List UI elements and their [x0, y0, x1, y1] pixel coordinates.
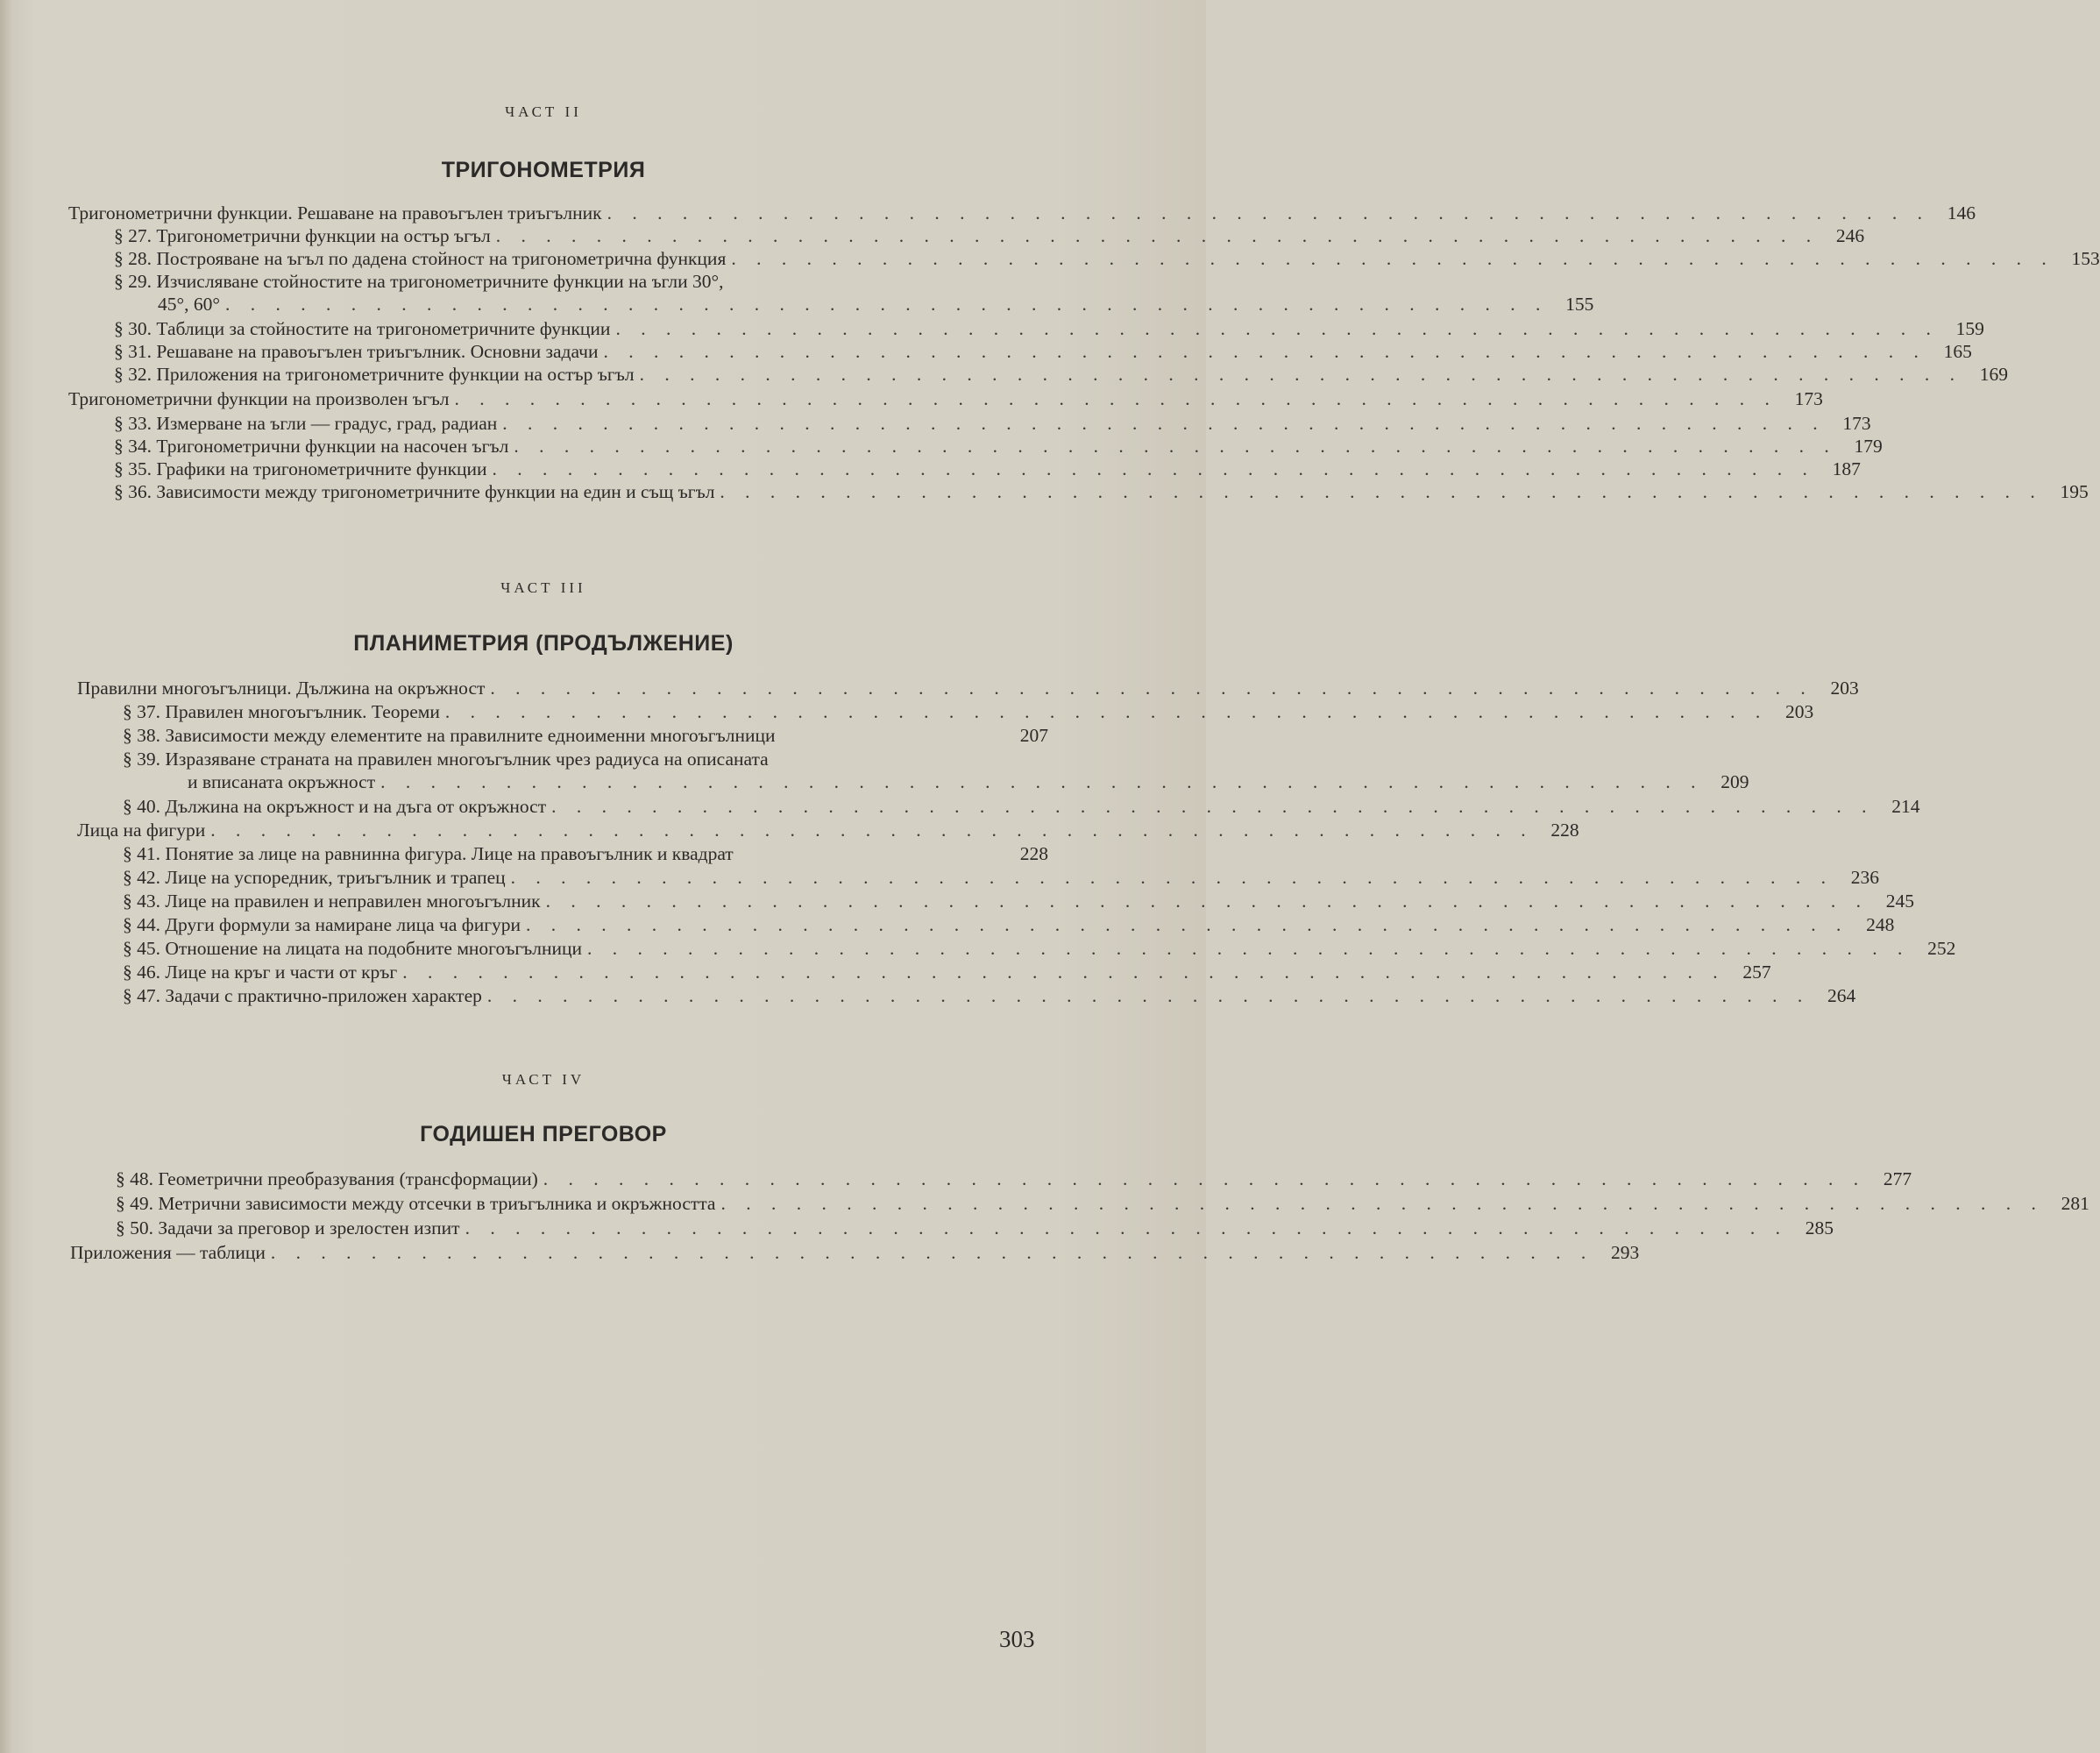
toc-entry-text: § 41. Понятие за лице на равнинна фигура. Лице на правоъгълник и квадрат [123, 843, 734, 864]
toc-entry-text: § 39. Изразяване страната на правилен многоъгълник чрез радиуса на описаната [123, 749, 769, 770]
toc-entry-page: 277 [1883, 1168, 1912, 1189]
toc-entry-page: 203 [1830, 678, 1859, 699]
toc-entry: § 44. Други формули за намиране лица ча фигури . . . . . . . . . . . . . . . . . . . . . . . . . . . . . . . . . . . . . . . . . . . . . . . . . . . . . 248 [123, 914, 1895, 935]
toc-entry-text: § 32. Приложения на тригонометричните функции на остър ъгъл [114, 364, 635, 385]
toc-entry-page: 146 [1947, 202, 1976, 224]
toc-entry-text: § 36. Зависимости между тригонометричните функции на един и същ ъгъл [114, 481, 715, 502]
toc-entry-text: § 42. Лице на успоредник, триъгълник и трапец [123, 867, 506, 888]
toc-entry-text: § 28. Построяване на ъгъл по дадена стойност на тригонометрична функция [114, 248, 727, 269]
toc-entry-continuation: и вписаната окръжност . . . . . . . . . . . . . . . . . . . . . . . . . . . . . . . . . . . . . . . . . . . . . . . . . . . . . 209 [188, 771, 1749, 792]
toc-entry-text: § 44. Други формули за намиране лица ча фигури [123, 914, 521, 935]
toc-entry-page: 246 [1835, 225, 1865, 246]
toc-entry [123, 748, 1048, 770]
toc-entry-page: 281 [2061, 1193, 2089, 1214]
toc-entry: § 35. Графики на тригонометричните функции . . . . . . . . . . . . . . . . . . . . . . . . . . . . . . . . . . . . . . . . . . . . . . . . . . . . . 187 [114, 458, 1861, 479]
toc-entry-page: 179 [1854, 436, 1883, 457]
toc-entry-page: 159 [1955, 318, 1984, 339]
toc-entry-page: 203 [1785, 701, 1814, 722]
toc-entry [123, 842, 1048, 865]
toc-entry-text: Лица на фигури [77, 820, 206, 841]
part-2-label: ЧАСТ II [505, 103, 582, 120]
toc-entry-text: § 46. Лице на кръг и части от кръг [123, 962, 398, 983]
toc-entry-text: § 48. Геометрични преобразувания (трансформации) [116, 1168, 538, 1189]
toc-entry-page: 153 [2071, 248, 2100, 269]
toc-entry: § 33. Измерване на ъгли — градус, град, радиан . . . . . . . . . . . . . . . . . . . . . . . . . . . . . . . . . . . . . . . . . . . . . . . . . . . . . 173 [114, 413, 1871, 434]
page-number: 303 [999, 1626, 1035, 1652]
toc-entry-text: Тригонометрични функции. Решаване на правоъгълен триъгълник [68, 202, 602, 224]
toc-entry-page: 264 [1827, 985, 1856, 1006]
toc-entry-text: § 45. Отношение на лицата на подобните многоъгълници [123, 938, 583, 959]
toc-entry-text: § 27. Тригонометрични функции на остър ъгъл [114, 225, 491, 246]
toc-entry: § 48. Геометрични преобразувания (трансформации) . . . . . . . . . . . . . . . . . . . . . . . . . . . . . . . . . . . . . . . . . . . . . . . . . . . . . 277 [116, 1168, 1912, 1189]
toc-entry-page: 195 [2060, 481, 2089, 502]
toc-entry: § 36. Зависимости между тригонометричните функции на един и същ ъгъл . . . . . . . . . . . . . . . . . . . . . . . . . . . . . . . . . . . . . . . . . . . . . . . . . . . . . 195 [114, 481, 2089, 502]
toc-entry-page: 214 [1891, 796, 1920, 817]
toc-entry: § 50. Задачи за преговор и зрелостен изпит . . . . . . . . . . . . . . . . . . . . . . . . . . . . . . . . . . . . . . . . . . . . . . . . . . . . . 285 [116, 1217, 1834, 1238]
toc-entry-page: 207 [1019, 725, 1048, 746]
toc-entry-page: 257 [1742, 962, 1771, 983]
toc-entry-page: 209 [1720, 771, 1749, 792]
toc-entry-page: 173 [1794, 388, 1823, 409]
toc-entry: § 40. Дължина на окръжност и на дъга от окръжност . . . . . . . . . . . . . . . . . . . . . . . . . . . . . . . . . . . . . . . . . . . . . . . . . . . . . 214 [123, 796, 1920, 817]
part-3-title: ПЛАНИМЕТРИЯ (ПРОДЪЛЖЕНИЕ) [353, 631, 734, 656]
toc-entry-text: Тригонометрични функции на произволен ъгъл [68, 388, 450, 409]
toc-entry: § 37. Правилен многоъгълник. Теореми . . . . . . . . . . . . . . . . . . . . . . . . . . . . . . . . . . . . . . . . . . . . . . . . . . . . . 203 [123, 701, 1814, 722]
toc-entry-text: § 30. Таблици за стойностите на тригонометричните функции [114, 318, 611, 339]
toc-entry-page: 293 [1610, 1242, 1640, 1263]
toc-entry-text: § 34. Тригонометрични функции на насочен ъгъл [114, 436, 509, 457]
toc-entry-page: 187 [1832, 458, 1861, 479]
toc-entry-page: 248 [1866, 914, 1895, 935]
toc-entry-page: 285 [1805, 1217, 1834, 1238]
toc-entry: § 49. Метрични зависимости между отсечки в триъгълника и окръжността . . . . . . . . . . . . . . . . . . . . . . . . . . . . . . . . . . . . . . . . . . . . . . . . . . . . . 281 [116, 1193, 2089, 1214]
toc-entry-page: 169 [1979, 364, 2008, 385]
toc-entry-text: Правилни многоъгълници. Дължина на окръжност [77, 678, 486, 699]
part-4-title: ГОДИШЕН ПРЕГОВОР [420, 1122, 667, 1146]
toc-entry-page: 173 [1842, 413, 1871, 434]
toc-entry-text-cont: и вписаната окръжност [188, 771, 376, 792]
toc-entry: § 45. Отношение на лицата на подобните многоъгълници . . . . . . . . . . . . . . . . . . . . . . . . . . . . . . . . . . . . . . . . . . . . . . . . . . . . . 252 [123, 938, 1956, 959]
toc-entry: Тригонометрични функции на произволен ъгъл . . . . . . . . . . . . . . . . . . . . . . . . . . . . . . . . . . . . . . . . . . . . . . . . . . . . . 173 [68, 388, 1823, 409]
toc-entry: Лица на фигури . . . . . . . . . . . . . . . . . . . . . . . . . . . . . . . . . . . . . . . . . . . . . . . . . . . . . 228 [77, 820, 1579, 841]
toc-entry: Правилни многоъгълници. Дължина на окръжност . . . . . . . . . . . . . . . . . . . . . . . . . . . . . . . . . . . . . . . . . . . . . . . . . . . . . 203 [77, 678, 1859, 699]
toc-entry-text: § 47. Задачи с практично-приложен характер [123, 985, 482, 1006]
toc-entry: § 34. Тригонометрични функции на насочен ъгъл . . . . . . . . . . . . . . . . . . . . . . . . . . . . . . . . . . . . . . . . . . . . . . . . . . . . . 179 [114, 436, 1883, 457]
toc-entry-page: 252 [1927, 938, 1956, 959]
toc-entry-text: § 43. Лице на правилен и неправилен многоъгълник [123, 891, 541, 912]
toc-entry: § 43. Лице на правилен и неправилен многоъгълник . . . . . . . . . . . . . . . . . . . . . . . . . . . . . . . . . . . . . . . . . . . . . . . . . . . . . 245 [123, 891, 1914, 912]
toc-entry: § 47. Задачи с практично-приложен характер . . . . . . . . . . . . . . . . . . . . . . . . . . . . . . . . . . . . . . . . . . . . . . . . . . . . . 264 [123, 985, 1856, 1006]
toc-entry-text: § 35. Графики на тригонометричните функции [114, 458, 487, 479]
toc-entry-text: Приложения — таблици [70, 1242, 266, 1263]
toc-entry: § 42. Лице на успоредник, триъгълник и трапец . . . . . . . . . . . . . . . . . . . . . . . . . . . . . . . . . . . . . . . . . . . . . . . . . . . . . 236 [123, 867, 1880, 888]
toc-entry: § 46. Лице на кръг и части от кръг . . . . . . . . . . . . . . . . . . . . . . . . . . . . . . . . . . . . . . . . . . . . . . . . . . . . . 257 [123, 962, 1771, 983]
toc-entry: § 28. Построяване на ъгъл по дадена стойност на тригонометрична функция . . . . . . . . . . . . . . . . . . . . . . . . . . . . . . . . . . . . . . . . . . . . . . . . . . . . . 153 [114, 248, 2100, 269]
toc-entry-text: § 37. Правилен многоъгълник. Теореми [123, 701, 440, 722]
toc-entry-text: § 49. Метрични зависимости между отсечки в триъгълника и окръжността [116, 1193, 716, 1214]
toc-entry-page: 155 [1565, 294, 1594, 315]
toc-entry [114, 270, 1052, 293]
toc-entry-text-cont: 45°, 60° [158, 294, 220, 315]
toc-entry-text: § 33. Измерване на ъгли — градус, град, радиан [114, 413, 498, 434]
toc-entry-page: 228 [1550, 820, 1579, 841]
toc-entry-page: 236 [1850, 867, 1880, 888]
part-2-title: ТРИГОНОМЕТРИЯ [441, 158, 646, 182]
toc-entry: § 32. Приложения на тригонометричните функции на остър ъгъл . . . . . . . . . . . . . . . . . . . . . . . . . . . . . . . . . . . . . . . . . . . . . . . . . . . . . 169 [114, 364, 2008, 385]
toc-entry: Тригонометрични функции. Решаване на правоъгълен триъгълник . . . . . . . . . . . . . . . . . . . . . . . . . . . . . . . . . . . . . . . . . . . . . . . . . . . . . 146 [68, 202, 1976, 224]
toc-entry: § 27. Тригонометрични функции на остър ъгъл . . . . . . . . . . . . . . . . . . . . . . . . . . . . . . . . . . . . . . . . . . . . . . . . . . . . . 246 [114, 225, 1865, 246]
toc-entry-text: § 38. Зависимости между елементите на правилните едноименни многоъгълници [123, 725, 776, 746]
toc-entry-page: 165 [1943, 341, 1972, 362]
toc-entry: § 30. Таблици за стойностите на тригонометричните функции . . . . . . . . . . . . . . . . . . . . . . . . . . . . . . . . . . . . . . . . . . . . . . . . . . . . . 159 [114, 318, 1984, 339]
toc-entry-page: 245 [1885, 891, 1914, 912]
toc-entry [123, 724, 1048, 747]
part-4-label: ЧАСТ IV [501, 1071, 585, 1088]
toc-entry-text: § 31. Решаване на правоъгълен триъгълник. Основни задачи [114, 341, 599, 362]
toc-entry-text: § 29. Изчисляване стойностите на тригонометричните функции на ъгли 30°, [114, 271, 724, 292]
toc-entry: Приложения — таблици . . . . . . . . . . . . . . . . . . . . . . . . . . . . . . . . . . . . . . . . . . . . . . . . . . . . . 293 [70, 1242, 1640, 1263]
toc-entry-page: 228 [1019, 843, 1048, 864]
toc-entry-text: § 50. Задачи за преговор и зрелостен изпит [116, 1217, 460, 1238]
toc-entry-continuation: 45°, 60° . . . . . . . . . . . . . . . . . . . . . . . . . . . . . . . . . . . . . . . . . . . . . . . . . . . . . 155 [158, 294, 1594, 315]
toc-entry-text: § 40. Дължина на окръжност и на дъга от окръжност [123, 796, 547, 817]
part-3-label: ЧАСТ III [500, 579, 586, 596]
toc-entry: § 31. Решаване на правоъгълен триъгълник. Основни задачи . . . . . . . . . . . . . . . . . . . . . . . . . . . . . . . . . . . . . . . . . . . . . . . . . . . . . 165 [114, 341, 1972, 362]
